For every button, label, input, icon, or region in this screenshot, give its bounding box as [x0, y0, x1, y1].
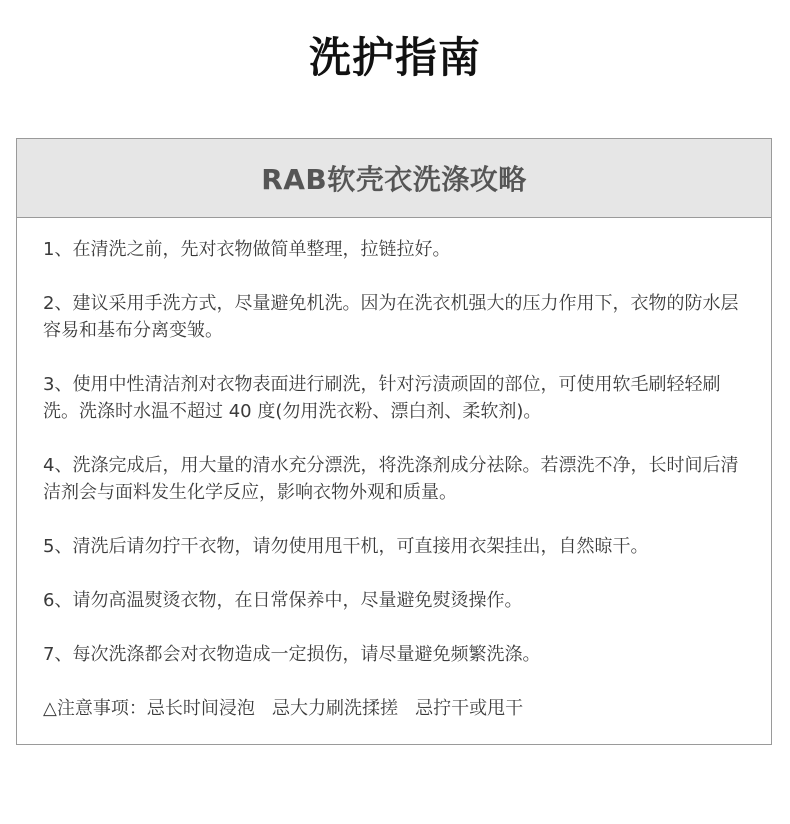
- care-step-3: 3、使用中性清洁剂对衣物表面进行刷洗，针对污渍顽固的部位，可使用软毛刷轻轻刷洗。洗涤时水温不超过 40 度(勿用洗衣粉、漂白剂、柔软剂)。: [43, 374, 721, 422]
- care-step-2: 2、建议采用手洗方式，尽量避免机洗。因为在洗衣机强大的压力作用下，衣物的防水层容易和基布分离变皱。: [43, 293, 739, 341]
- page-title: 洗护指南: [308, 33, 481, 82]
- card-header: [17, 139, 771, 218]
- card-body: [17, 218, 771, 722]
- care-step-6: 6、请勿高温熨烫衣物，在日常保养中，尽量避免熨烫操作。: [43, 590, 523, 611]
- care-guide-card: [16, 138, 772, 745]
- care-step-4: 4、洗涤完成后，用大量的清水充分漂洗，将洗涤剂成分祛除。若漂洗不净，长时间后清洁剂会与面料发生化学反应，影响衣物外观和质量。: [43, 455, 739, 503]
- care-step-7: 7、每次洗涤都会对衣物造成一定损伤，请尽量避免频繁洗涤。: [43, 644, 541, 665]
- care-step-1: 1、在清洗之前，先对衣物做简单整理，拉链拉好。: [43, 239, 451, 260]
- care-step-5: 5、清洗后请勿拧干衣物，请勿使用甩干机，可直接用衣架挂出，自然晾干。: [43, 536, 649, 557]
- card-header-title: RAB软壳衣洗涤攻略: [261, 163, 527, 196]
- care-notice: △注意事项：忌长时间浸泡 忌大力刷洗揉搓 忌拧干或甩干: [43, 698, 524, 719]
